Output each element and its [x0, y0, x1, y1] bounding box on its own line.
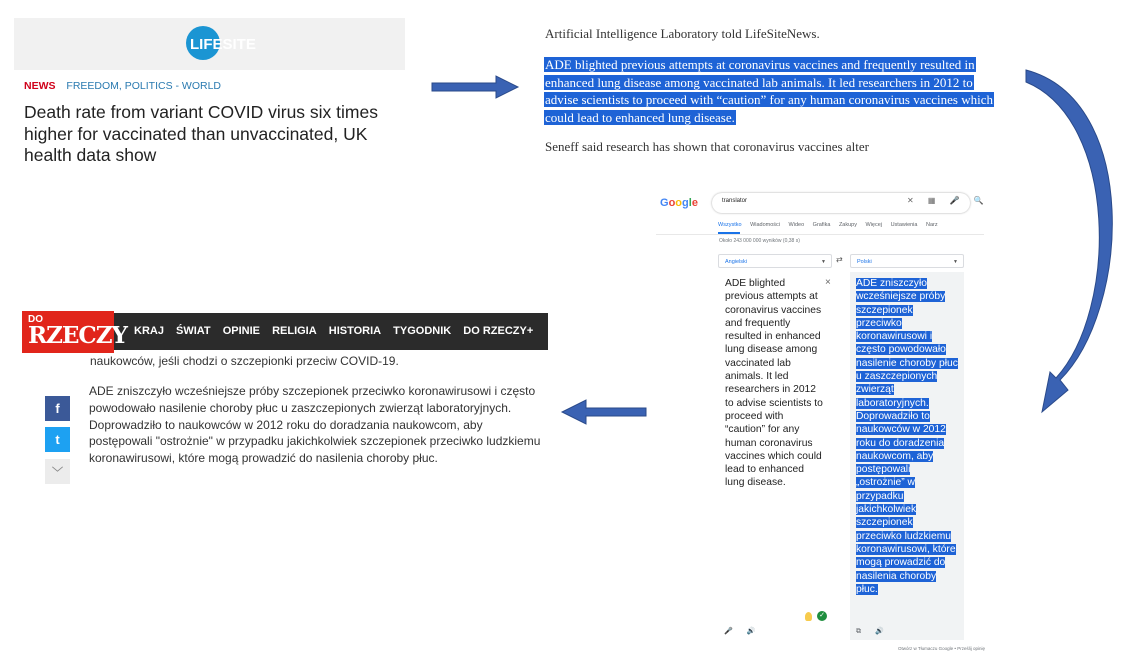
tab-settings[interactable]: Ustawienia [890, 222, 918, 228]
twitter-share-icon[interactable]: t [45, 427, 70, 452]
article-paragraph: ADE zniszczyło wcześniejsze próby szczepionek przeciwko koronawirusowi i często powodowało nasilenie choroby płuc u zaszczepionych zwierząt laboratoryjnych. Doprowadziło to naukowców w 2012 roku do doradzania naukowcom, aby postępowali "ostrożnie" w przypadku jakichkolwiek szczepionek przeciwko ludzkiemu koronawirusowi, które mogą prowadzić do nasilenia choroby płuc. [89, 384, 541, 466]
menu-item-opinie[interactable]: OPINIE [222, 325, 260, 337]
menu-item-dorzeczy-plus[interactable]: DO RZECZY+ [463, 325, 534, 337]
chevron-down-icon: ▼ [953, 259, 958, 265]
tab-shopping[interactable]: Zakupy [838, 222, 857, 228]
search-query[interactable]: translator [722, 198, 748, 204]
menu-item-religia[interactable]: RELIGIA [272, 325, 317, 337]
article-next-line: Seneff said research has shown that coronavirus vaccines alter [545, 139, 869, 153]
source-tools[interactable]: 🎤 🔊 [724, 628, 762, 635]
article-cut-line: naukowców, jeśli chodzi o szczepionki przeciw COVID-19. [90, 354, 399, 368]
translate-footer[interactable]: Otwórz w Tłumaczu Google • Prześlij opinię [898, 646, 986, 651]
dorzeczy-menu [134, 325, 542, 337]
translation-text[interactable]: ADE zniszczyło wcześniejsze próby szczepionek przeciwko koronawirusowi i często powodowało nasilenie choroby płuc u zaszczepionych zwierząt laboratoryjnych. Doprowadziło to naukowców w 2012 roku do doradzenia naukowcom, aby postępowali „ostrożnie” w przypadku jakichkolwiek szczepionek przeciwko ludzkiemu koronawirusowi, które mogą prowadzić do nasilenia choroby płuc. [856, 278, 958, 595]
more-share-chevron-icon[interactable]: ﹀ [45, 459, 70, 484]
tab-more[interactable]: Więcej [865, 222, 883, 228]
tab-video[interactable]: Wideo [788, 222, 805, 228]
lifesite-logo-text: LIFESITE [190, 36, 256, 53]
source-language-label: Angielski [725, 259, 748, 265]
swap-languages-icon[interactable]: ⇄ [836, 255, 843, 264]
arrow-right-icon [430, 74, 520, 100]
translation-output[interactable] [856, 277, 960, 596]
tab-news[interactable]: Wiadomości [750, 222, 781, 228]
menu-item-historia[interactable]: HISTORIA [328, 325, 382, 337]
menu-item-kraj[interactable]: KRAJ [134, 325, 164, 337]
target-language-select[interactable] [850, 254, 964, 268]
close-icon[interactable]: × [825, 277, 831, 288]
chevron-down-icon: ▼ [821, 259, 826, 265]
highlighted-quote-text[interactable]: ADE blighted previous attempts at coronavirus vaccines and frequently resulted in enhanced lung disease among vaccinated lab animals. It led researchers in 2012 to advise scientists to proceed with “caution” for any human coronavirus vaccines which could lead to enhanced lung disease. [545, 57, 993, 125]
target-language-label: Polski [857, 259, 872, 265]
curved-arrow-icon [1020, 60, 1130, 440]
facebook-share-icon[interactable]: f [45, 396, 70, 421]
divider [656, 234, 984, 235]
tag-news[interactable]: NEWS [24, 80, 56, 92]
lifesite-header [14, 18, 405, 70]
target-tools[interactable]: ⧉ 🔊 [856, 628, 890, 635]
lightbulb-icon[interactable] [805, 612, 812, 621]
source-text[interactable]: ADE blighted previous attempts at coronavirus vaccines and frequently resulted in enhanced lung disease among vaccinated lab animals. It led researchers in 2012 to advise scientists to proceed with “caution” for any human coronavirus vaccines which could lead to enhanced lung disease. [725, 278, 823, 489]
lifesite-logo[interactable] [184, 24, 264, 62]
menu-item-swiat[interactable]: ŚWIAT [176, 325, 211, 337]
search-tabs [718, 222, 945, 228]
tag-categories[interactable]: FREEDOM, POLITICS - WORLD [66, 80, 222, 92]
tab-all[interactable]: Wszystko [718, 222, 742, 228]
check-icon[interactable]: ✓ [817, 611, 827, 621]
menu-item-tygodnik[interactable]: TYGODNIK [393, 325, 452, 337]
tab-tools[interactable]: Narz [926, 222, 938, 228]
tab-images[interactable]: Grafika [812, 222, 831, 228]
lifesite-headline[interactable]: Death rate from variant COVID virus six times higher for vaccinated than unvaccinated, UK health data show [24, 102, 378, 165]
dorzeczy-logo-small: DO [28, 314, 43, 325]
source-language-select[interactable] [718, 254, 832, 268]
search-icons[interactable]: ✕ ▦ 🎤 🔍 [907, 196, 990, 205]
highlighted-quote[interactable] [544, 56, 1004, 126]
article-tags [24, 80, 221, 92]
dorzeczy-logo-big: RZECZY [28, 322, 127, 349]
results-count: Około 243 000 000 wyników (0,38 s) [719, 238, 800, 244]
article-prev-line: Artificial Intelligence Laboratory told LifeSiteNews. [545, 26, 820, 41]
arrow-left-icon [560, 398, 650, 426]
google-logo[interactable]: Google [660, 197, 698, 209]
